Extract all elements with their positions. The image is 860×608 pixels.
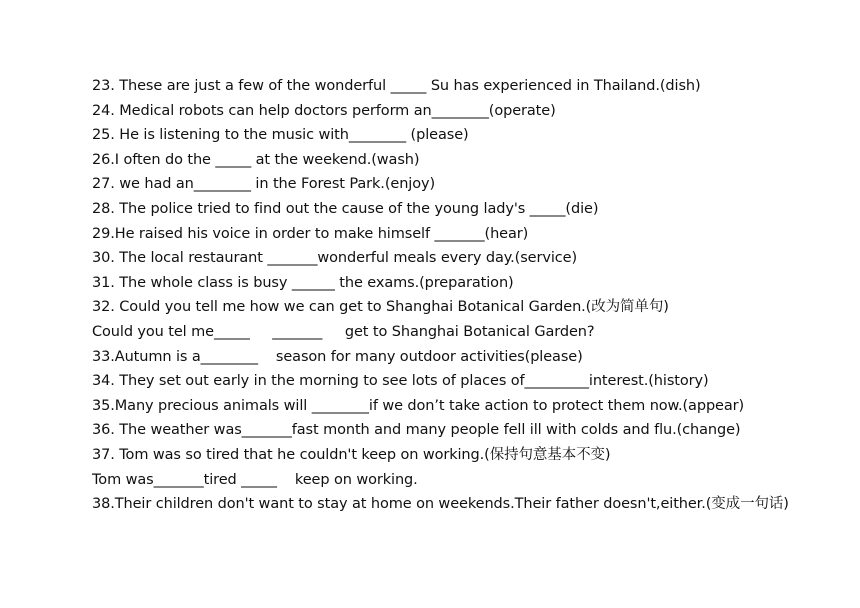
exercise-line-28: 28. The police tried to find out the cause of the young lady's _____(die) — [92, 200, 599, 217]
exercise-line-34: 34. They set out early in the morning to see lots of places of_________interest.(history) — [92, 373, 709, 390]
exercise-line-32-answer: Could you tel me_____ _______ get to Shanghai Botanical Garden? — [92, 323, 595, 340]
exercise-line-31: 31. The whole class is busy ______ the exams.(preparation) — [92, 274, 514, 291]
exercise-line-26: 26.I often do the _____ at the weekend.(wash) — [92, 151, 420, 168]
exercise-line-37: 37. Tom was so tired that he couldn't keep on working.(保持句意基本不变) — [92, 446, 611, 463]
exercise-line-35: 35.Many precious animals will ________if we don’t take action to protect them now.(appear) — [92, 397, 745, 414]
exercise-line-29: 29.He raised his voice in order to make himself _______(hear) — [92, 225, 529, 242]
exercise-list — [92, 74, 832, 517]
exercise-line-27: 27. we had an________ in the Forest Park.(enjoy) — [92, 176, 436, 193]
exercise-line-30: 30. The local restaurant _______wonderful meals every day.(service) — [92, 250, 578, 267]
exercise-line-37-answer: Tom was_______tired _____ keep on working. — [92, 471, 418, 488]
exercise-line-38: 38.Their children don't want to stay at home on weekends.Their father doesn't,either.(变成一句话) — [92, 496, 789, 513]
exercise-line-25: 25. He is listening to the music with________ (please) — [92, 127, 469, 144]
exercise-line-33: 33.Autumn is a________ season for many outdoor activities(please) — [92, 348, 583, 365]
exercise-line-24: 24. Medical robots can help doctors perform an________(operate) — [92, 102, 556, 119]
exercise-line-36: 36. The weather was_______fast month and many people fell ill with colds and flu.(change) — [92, 422, 741, 439]
exercise-line-32: 32. Could you tell me how we can get to Shanghai Botanical Garden.(改为简单句) — [92, 299, 669, 316]
exercise-line-23: 23. These are just a few of the wonderful _____ Su has experienced in Thailand.(dish) — [92, 78, 701, 94]
